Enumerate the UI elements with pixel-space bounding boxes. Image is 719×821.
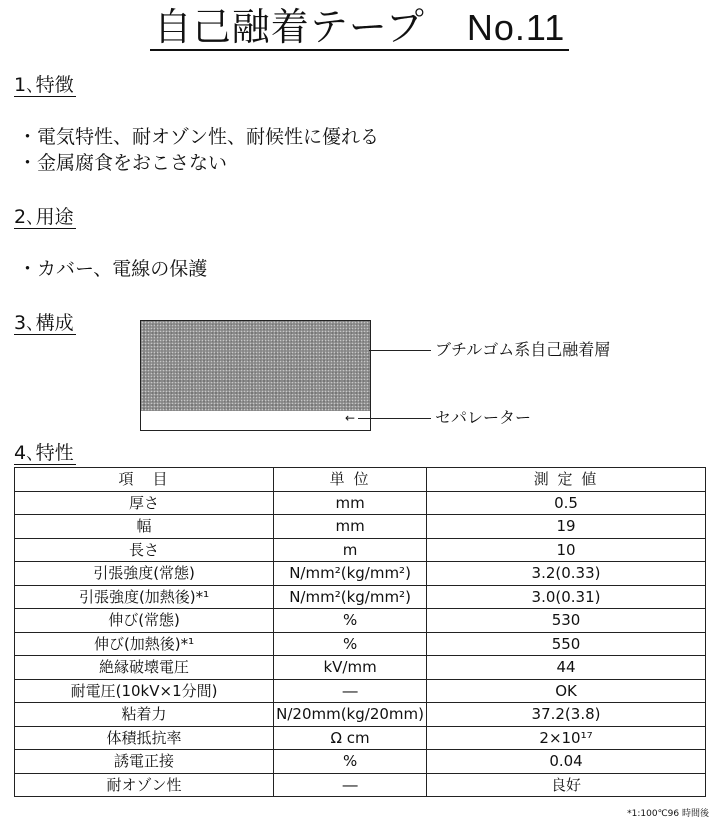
table-row [15,515,706,539]
cell-unit: kV/mm [274,656,427,680]
cell-unit: % [274,632,427,656]
cell-value: 2×10¹⁷ [427,726,706,750]
cell-value: OK [427,679,706,703]
section-heading-structure: 3､構成 [14,312,74,334]
label-separator: セパレーター [435,408,532,427]
feature-bullet-2: ・金属腐食をおこさない [18,152,228,174]
cell-unit: N/mm²(kg/mm²) [274,585,427,609]
footnote: *1:100℃96 時間後 [627,809,709,819]
cell-unit: ― [274,773,427,797]
table-row [15,538,706,562]
cell-value: 19 [427,515,706,539]
cell-unit: % [274,609,427,633]
cell-item: 伸び(常態) [15,609,274,633]
cell-value: 530 [427,609,706,633]
cell-unit: ― [274,679,427,703]
properties-table [14,467,706,797]
cell-item: 幅 [15,515,274,539]
cell-value: 44 [427,656,706,680]
cell-item: 厚さ [15,491,274,515]
cell-value: 10 [427,538,706,562]
cell-item: 体積抵抗率 [15,726,274,750]
cell-item: 絶縁破壊電圧 [15,656,274,680]
title-number: No.11 [466,7,566,48]
title-underline [150,6,570,51]
cell-item: 伸び(加熱後)*¹ [15,632,274,656]
cell-value: 3.2(0.33) [427,562,706,586]
table-row [15,609,706,633]
cell-unit: m [274,538,427,562]
header-value: 測 定 値 [427,468,706,492]
table-row [15,703,706,727]
table-row [15,726,706,750]
separator-layer [140,411,371,431]
table-row [15,750,706,774]
cell-value: 0.5 [427,491,706,515]
use-bullet-1: ・カバー、電線の保護 [18,258,208,280]
header-item: 項 目 [15,468,274,492]
arrow-left-icon: ← [345,411,356,425]
cell-item: 粘着力 [15,703,274,727]
butyl-rubber-layer [140,320,371,412]
header-unit: 単 位 [274,468,427,492]
cell-unit: mm [274,491,427,515]
document-title [0,2,719,52]
table-row [15,656,706,680]
label-butyl-layer: ブチルゴム系自己融着層 [435,340,611,359]
section-heading-properties: 4､特性 [14,442,74,464]
cell-item: 耐オゾン性 [15,773,274,797]
table-row [15,491,706,515]
table-row [15,679,706,703]
leader-line-top [369,350,431,351]
table-row [15,562,706,586]
leader-line-bottom [358,418,431,419]
cell-unit: mm [274,515,427,539]
cell-value: 良好 [427,773,706,797]
table-row [15,632,706,656]
cell-value: 550 [427,632,706,656]
cell-item: 誘電正接 [15,750,274,774]
cell-value: 3.0(0.31) [427,585,706,609]
cell-item: 引張強度(加熱後)*¹ [15,585,274,609]
cell-value: 37.2(3.8) [427,703,706,727]
table-row [15,773,706,797]
cell-item: 長さ [15,538,274,562]
cell-value: 0.04 [427,750,706,774]
title-main: 自己融着テープ [153,5,425,49]
cell-item: 耐電圧(10kV×1分間) [15,679,274,703]
section-heading-features: 1､特徴 [14,74,74,96]
cell-unit: % [274,750,427,774]
feature-bullet-1: ・電気特性、耐オゾン性、耐候性に優れる [18,126,380,148]
table-header-row [15,468,706,492]
cell-unit: Ω cm [274,726,427,750]
cell-item: 引張強度(常態) [15,562,274,586]
table-row [15,585,706,609]
section-heading-uses: 2､用途 [14,206,74,228]
cell-unit: N/mm²(kg/mm²) [274,562,427,586]
cell-unit: N/20mm(kg/20mm) [274,703,427,727]
